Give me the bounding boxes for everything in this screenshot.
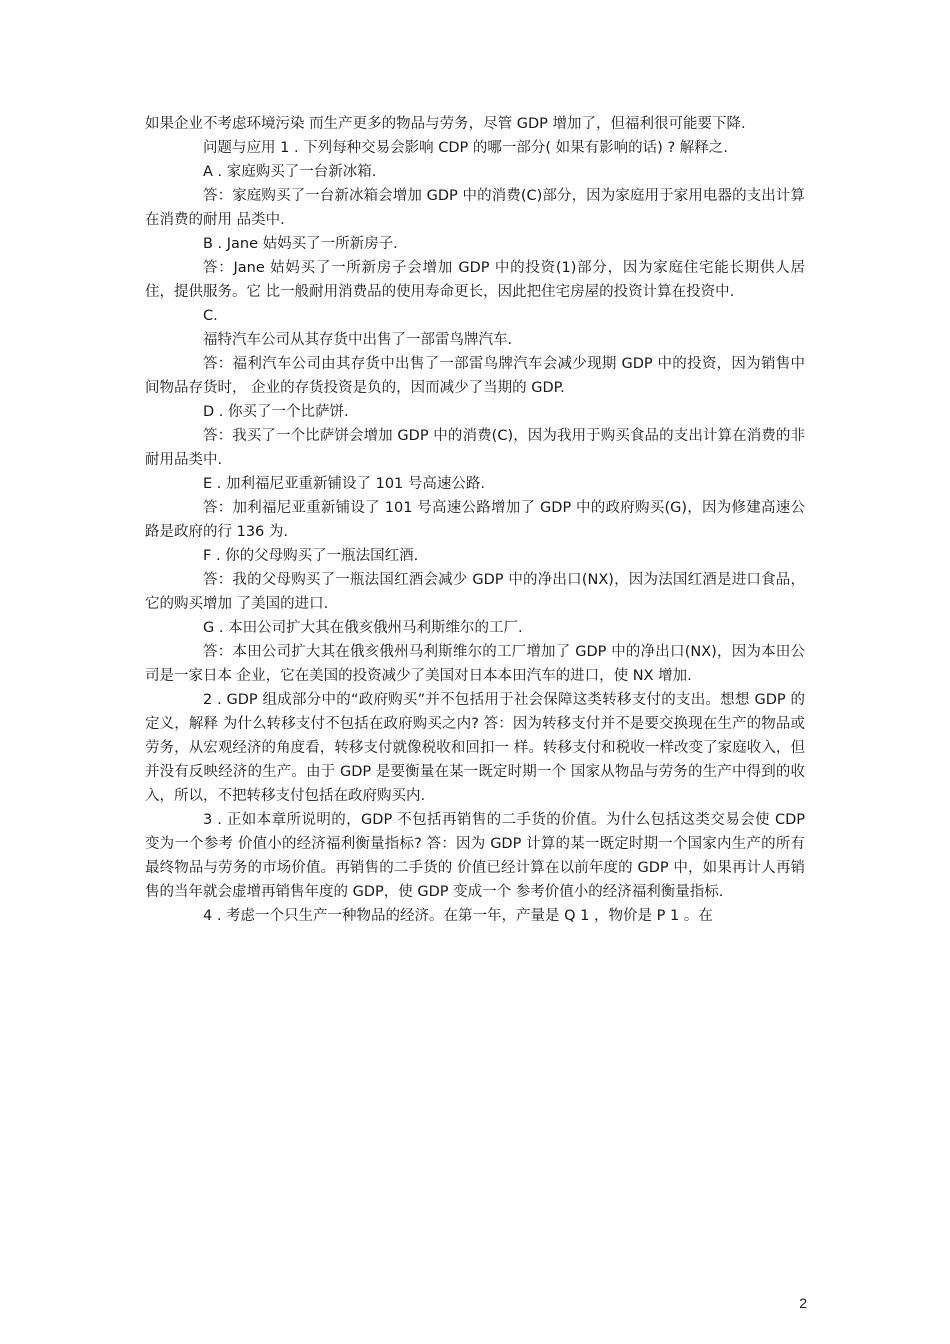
paragraph: G . 本田公司扩大其在俄亥俄州马利斯维尔的工厂. — [203, 620, 523, 636]
paragraph: D . 你买了一个比萨饼. — [203, 404, 349, 420]
paragraph: 答：Jane 姑妈买了一所新房子会增加 GDP 中的投资(1)部分，因为家庭住宅能长期供人居住，提供服务。它 比一般耐用消费品的使用寿命更长，因此把住宅房屋的投资计算在投资中. — [145, 260, 805, 300]
paragraph: 答：家庭购买了一台新冰箱会增加 GDP 中的消费(C)部分，因为家庭用于家用电器的支出计算在消费的耐用 品类中. — [145, 188, 805, 228]
page-number: 2 — [799, 1295, 807, 1311]
paragraph: 福特汽车公司从其存货中出售了一部雷鸟牌汽车. — [203, 332, 513, 348]
paragraph: A . 家庭购买了一台新冰箱. — [203, 164, 377, 180]
paragraph: 问题与应用 1 . 下列每种交易会影响 CDP 的哪一部分( 如果有影响的话) ? 解释之. — [203, 140, 728, 156]
paragraph: 答：我买了一个比萨饼会增加 GDP 中的消费(C)，因为我用于购买食品的支出计算在消费的非耐用品类中. — [145, 428, 805, 468]
paragraph: 如果企业不考虑环境污染 而生产更多的物品与劳务，尽管 GDP 增加了，但福利很可能要下降. — [145, 116, 746, 132]
paragraph: B . Jane 姑妈买了一所新房子. — [203, 236, 398, 252]
paragraph: F . 你的父母购买了一瓶法国红酒. — [203, 548, 419, 564]
paragraph: 4 . 考虑一个只生产一种物品的经济。在第一年，产量是 Q 1 ，物价是 P 1 。在 — [203, 908, 713, 924]
paragraph: C. — [203, 308, 218, 324]
paragraph: E . 加利福尼亚重新铺设了 101 号高速公路. — [203, 476, 485, 492]
paragraph: 答：本田公司扩大其在俄亥俄州马利斯维尔的工厂增加了 GDP 中的净出口(NX)，因为本田公司是一家日本 企业，它在美国的投资减少了美国对日本本田汽车的进口，使 NX 增加. — [145, 644, 805, 684]
paragraph: 答：我的父母购买了一瓶法国红酒会减少 GDP 中的净出口(NX)，因为法国红酒是进口食品，它的购买增加 了美国的进口. — [145, 572, 805, 612]
paragraph: 2 . GDP 组成部分中的“政府购买”并不包括用于社会保障这类转移支付的支出。想想 GDP 的定义，解释 为什么转移支付不包括在政府购买之内? 答：因为转移支付并不是要交换现在生产的物品或劳务，从宏观经济的角度看，转移支付就像税收和回扣一 样。转移支付和税收一样改变了家庭收入，但并没有反映经济的生产。由于 GDP 是要衡量在某一既定时期一个 国家从物品与劳务的生产中得到的收入，所以，不把转移支付包括在政府购买内. — [145, 692, 805, 804]
paragraph: 答：福利汽车公司由其存货中出售了一部雷鸟牌汽车会减少现期 GDP 中的投资，因为销售中间物品存货时， 企业的存货投资是负的，因而减少了当期的 GDP. — [145, 356, 805, 396]
document-body — [145, 112, 805, 928]
paragraph: 答：加利福尼亚重新铺设了 101 号高速公路增加了 GDP 中的政府购买(G)，因为修建高速公路是政府的行 136 为. — [145, 500, 805, 540]
paragraph: 3 . 正如本章所说明的，GDP 不包括再销售的二手货的价值。为什么包括这类交易会使 CDP 变为一个参考 价值小的经济福利衡量指标? 答：因为 GDP 计算的某一既定时期一个国家内生产的所有最终物品与劳务的市场价值。再销售的二手货的 价值已经计算在以前年度的 GDP 中，如果再计人再销售的当年就会虚增再销售年度的 GDP，使 GDP 变成一个 参考价值小的经济福利衡量指标. — [145, 812, 806, 900]
